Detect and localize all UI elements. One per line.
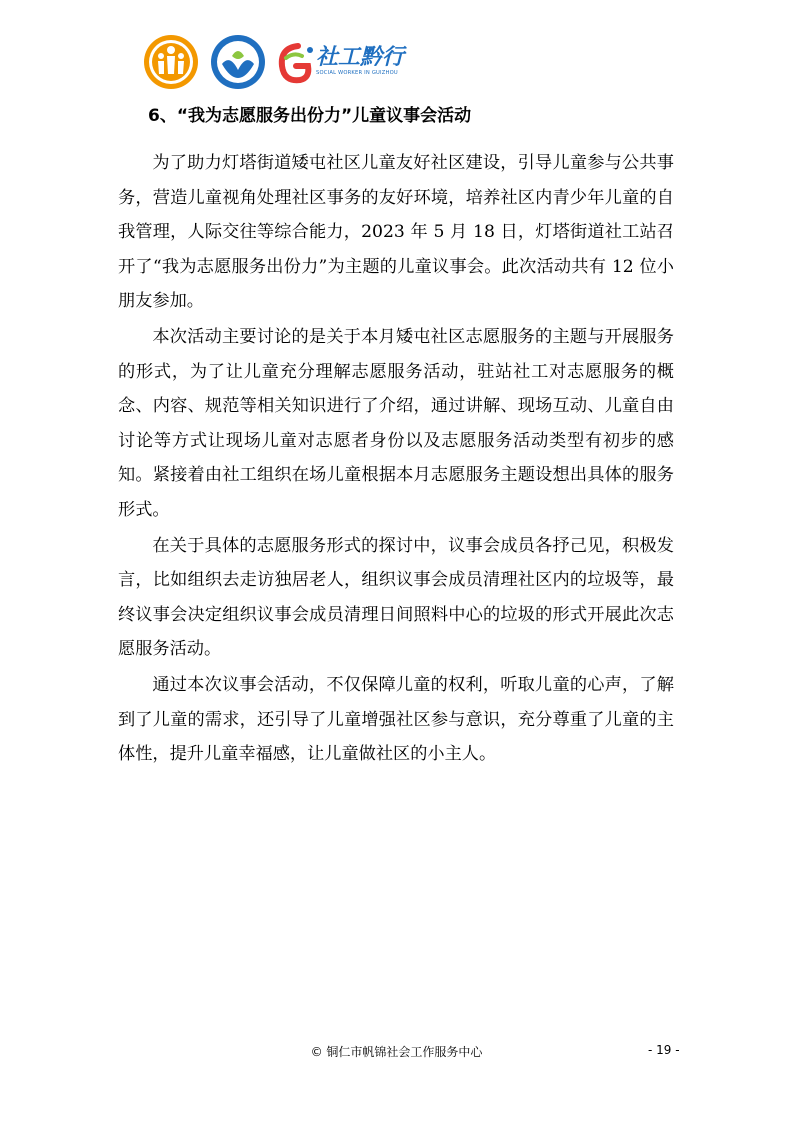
family-emblem-icon <box>143 34 199 90</box>
paragraph: 本次活动主要讨论的是关于本月矮屯社区志愿服务的主题与开展服务的形式，为了让儿童充分理解志愿服务活动，驻站社工对志愿服务的概念、内容、规范等相关知识进行了介绍，通过讲解、现场互动、儿童自由讨论等方式让现场儿童对志愿者身份以及志愿服务活动类型有初步的感知。紧接着由社工组织在场儿童根据本月志愿服务主题设想出具体的服务形式。 <box>118 326 674 520</box>
logo-title: 社工黔行 <box>316 45 405 70</box>
social-worker-guizhou-logo <box>276 38 405 88</box>
hands-bird-emblem-icon <box>210 34 266 90</box>
section-heading: 6、“我为志愿服务出份力”儿童议事会活动 <box>148 106 472 126</box>
body-text <box>118 146 674 773</box>
logo-subtitle: SOCIAL WORKER IN GUIZHOU <box>316 70 398 76</box>
page-number: - 19 - <box>648 1043 680 1057</box>
footer-organization: © 铜仁市帆锦社会工作服务中心 <box>310 1045 483 1059</box>
paragraph: 在关于具体的志愿服务形式的探讨中，议事会成员各抒己见，积极发言，比如组织去走访独居老人，组织议事会成员清理社区内的垃圾等，最终议事会决定组织议事会成员清理日间照料中心的垃圾的形式开展此次志愿服务活动。 <box>118 535 674 660</box>
header-logos <box>143 34 403 92</box>
paragraph: 为了助力灯塔街道矮屯社区儿童友好社区建设，引导儿童参与公共事务，营造儿童视角处理社区事务的友好环境，培养社区内青少年儿童的自我管理，人际交往等综合能力，2023 年 5 月 18 日，灯塔街道社工站召开了“我为志愿服务出份力”为主题的儿童议事会。此次活动共有 12 位小朋友参加。 <box>118 153 674 312</box>
paragraph: 通过本次议事会活动，不仅保障儿童的权利，听取儿童的心声，了解到了儿童的需求，还引导了儿童增强社区参与意识，充分尊重了儿童的主体性，提升儿童幸福感，让儿童做社区的小主人。 <box>118 674 674 765</box>
page-footer <box>0 1040 793 1060</box>
